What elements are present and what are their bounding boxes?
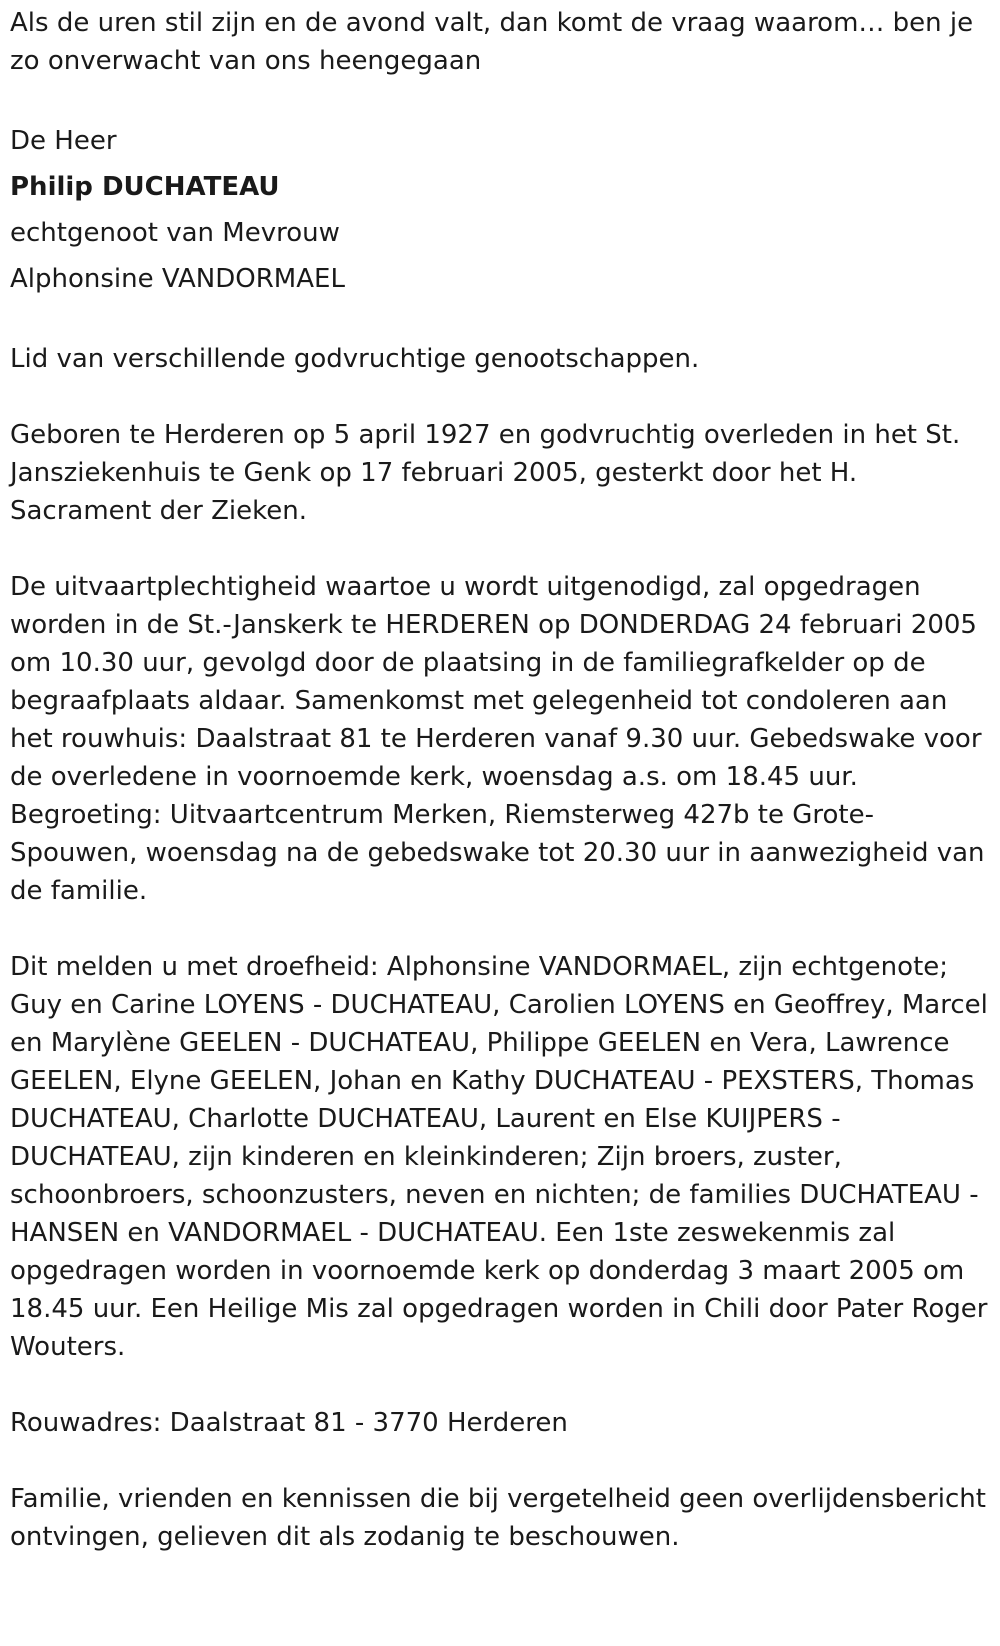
birth-death-text: Geboren te Herderen op 5 april 1927 en godvruchtig overleden in het St. Jansziekenhuis te Genk op 17 februari 2005, gesterkt door het H. Sacrament der Zieken. [10, 420, 961, 526]
membership-text: Lid van verschillende godvruchtige genootschappen. [10, 344, 700, 374]
intro-verse: Als de uren stil zijn en de avond valt, dan komt de vraag waarom… ben je zo onverwacht van ons heengegaan [10, 8, 974, 76]
deceased-header [10, 118, 990, 302]
deceased-name: Philip DUCHATEAU [10, 172, 280, 202]
funeral-details: De uitvaartplechtigheid waartoe u wordt uitgenodigd, zal opgedragen worden in de St.-Janskerk te HERDEREN op DONDERDAG 24 februari 2005 om 10.30 uur, gevolgd door de plaatsing in de familiegrafkelder op de begraafplaats aldaar. Samenkomst met gelegenheid tot condoleren aan het rouwhuis: Daalstraat 81 te Herderen vanaf 9.30 uur. Gebedswake voor de overledene in voornoemde kerk, woensdag a.s. om 18.45 uur. Begroeting: Uitvaartcentrum Merken, Riemsterweg 427b te Grote-Spouwen, woensdag na de gebedswake tot 20.30 uur in aanwezigheid van de familie. [10, 572, 985, 906]
spouse-line-2: Alphonsine VANDORMAEL [10, 264, 345, 294]
salutation: De Heer [10, 126, 117, 156]
spouse-line-1: echtgenoot van Mevrouw [10, 218, 340, 248]
family-announcement: Dit melden u met droefheid: Alphonsine VANDORMAEL, zijn echtgenote; Guy en Carine LOYENS - DUCHATEAU, Carolien LOYENS en Geoffrey, Marcel en Marylène GEELEN - DUCHATEAU, Philippe GEELEN en Vera, Lawrence GEELEN, Elyne GEELEN, Johan en Kathy DUCHATEAU - PEXSTERS, Thomas DUCHATEAU, Charlotte DUCHATEAU, Laurent en Else KUIJPERS - DUCHATEAU, zijn kinderen en kleinkinderen; Zijn broers, zuster, schoonbroers, schoonzusters, neven en nichten; de families DUCHATEAU - HANSEN en VANDORMAEL - DUCHATEAU. Een 1ste zeswekenmis zal opgedragen worden in voornoemde kerk op donderdag 3 maart 2005 om 18.45 uur. Een Heilige Mis zal opgedragen worden in Chili door Pater Roger Wouters. [10, 952, 988, 1362]
closing-text: Familie, vrienden en kennissen die bij vergetelheid geen overlijdensbericht ontvingen, gelieven dit als zodanig te beschouwen. [10, 1484, 986, 1552]
mourning-address: Rouwadres: Daalstraat 81 - 3770 Herderen [10, 1408, 568, 1438]
